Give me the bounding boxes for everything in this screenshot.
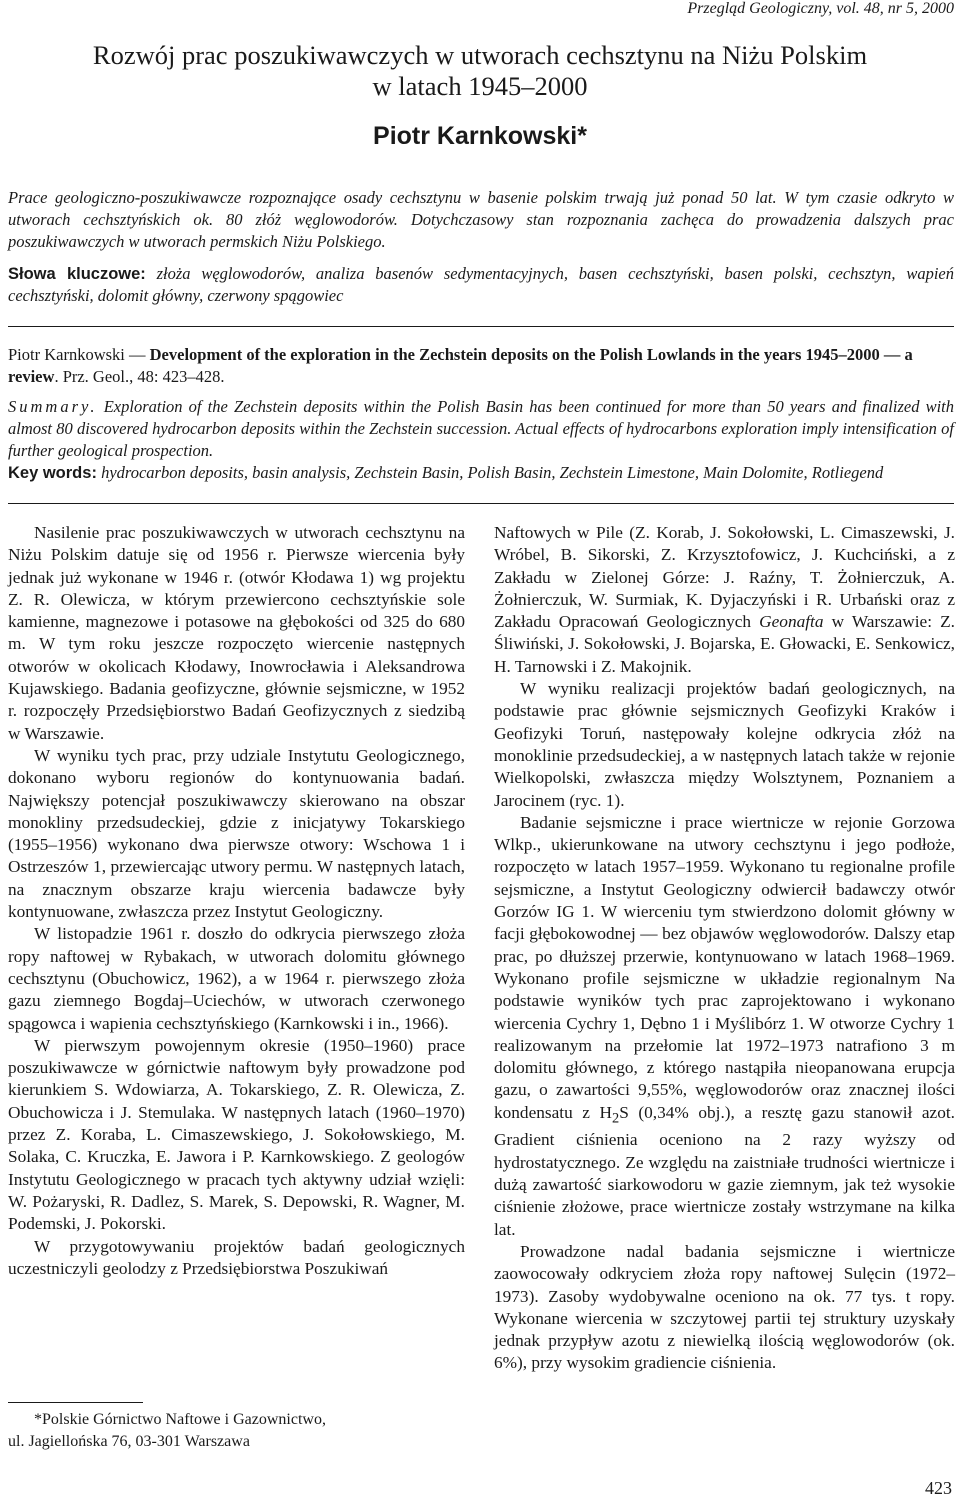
author-name: Piotr Karnkowski* <box>373 122 587 150</box>
body-text: Badanie sejsmiczne i prace wiertnicze w rejonie Gorzowa Wlkp., ukierunkowane na utwory cechsztynu i jego podłoże, rozpoczęto w latach 1957–1959. Wykonano tu regionalne profile sejsmiczne, a Instytut Geologiczny odwiercił badawczy otwór Gorzów IG 1. W wierceniu tym stwierdzono dolomit główny w facji głębokowodnej — bez objawów węglowodorów. Dalszy etap prac, po dłuższej przerwie, kontynuowano w latach 1968–1969. Wykonano profile sejsmiczne w układzie regionalnym Na podstawie wyników tych prac zaprojektowano i wykonano wiercenia Cychry 1, Dębno 1 i Myślibórz 1. W otworze Cychry 1 realizowanym na przełomie lat 1972–1973 natrafiono 3 m dolomitu głównego, z którego nastąpiła nieopanowana erupcja gazu, o zawartości 9,55%, węglowodorów oraz znacznej ilości kondensatu z H <box>494 812 955 1122</box>
body-paragraph: W pierwszym powojennym okresie (1950–1960) prace poszukiwawcze w górnictwie naftowym były prowadzone pod kierunkiem S. Wdowiarza, A. Tokarskiego, Z. R. Olewicza, Z. Obuchowicza i J. Stemulaka. W następnych latach (1960–1970) przez Z. Koraba, L. Cimaszewskiego, J. Sokołowskiego, M. Solaka, C. Kruczka, E. Jawora i P. Karnkowskiego. Z geologów Instytutu Geologicznego w pracach tych aktywny udział wzięli: W. Pożaryski, R. Dadlez, S. Marek, S. Depowski, R. Wagner, M. Podemski, J. Pokorski. <box>8 1035 465 1234</box>
journal-header: Przegląd Geologiczny, vol. 48, nr 5, 2000 <box>687 0 954 17</box>
body-paragraph <box>494 522 955 678</box>
body-text: w Warszawie: Z. Śliwiński, J. Sokołowski, J. Bojarska, E. Głowacki, E. Senkowicz, H. Tarnowski i Z. Makojnik. <box>494 612 955 676</box>
body-paragraph: Nasilenie prac poszukiwawczych w utworach cechsztynu na Niżu Polskim datuje się od 1956 r. Pierwsze wiercenia były jednak już wykonane w 1946 r. (otwór Kłodawa 1) wg projektu Z. R. Olewicza, w którym przewiercono cechsztyńskie sole kamienne, magnezowe i potasowe na głębokości od 325 do 680 m. W tym roku jeszcze rozpoczęto wiercenie następnych otworów w okolicach Kłodawy, Inowrocławia i Aleksandrowa Kujawskiego. Badania geofizyczne, głównie sejsmiczne, w 1952 r. rozpoczęły Przedsiębiorstwo Badań Geofizycznych z siedzibą w Warszawie. <box>8 523 465 743</box>
body-paragraph <box>494 812 955 1241</box>
divider-top <box>8 326 954 327</box>
body-paragraph: W wyniku realizacji projektów badań geologicznych, na podstawie prac głównie sejsmicznych Geofizyki Kraków i Geofizyki Toruń, następowały kolejne odkrycia złóż na monoklinie przedsudeckiej, a w następnych latach także w rejonie Wielkopolski, zwłaszcza między Wolsztynem, Poznaniem a Jarocinem (ryc. 1). <box>494 679 955 810</box>
citation-ref: . Prz. Geol., 48: 423–428. <box>54 367 225 386</box>
body-text: S (0,34% obj.), a resztę gazu stanowił azot. Gradient ciśnienia oceniono na 2 razy wyższy od hydrostatycznego. Ze względu na zaistniałe trudności wiertnicze i dużą zawartość siarkowodoru w gazie ziemnym, jak też wysokie ciśnienie złożowe, prace wiertnicze zostały wstrzymane na kilka lat. <box>494 1102 955 1239</box>
keywords-english-label: Key words: <box>8 464 97 482</box>
body-column-left <box>8 522 465 1280</box>
body-text: Naftowych w Pile (Z. Korab, J. Sokołowski, L. Cimaszewski, J. Wróbel, B. Sikorski, Z. Krzysztofowicz, J. Kuchciński, a z Zakładu w Zielonej Górze: J. Raźny, T. Żołnierczuk, A. Żołnierczuk, W. Surmiak, K. Dyjaczyński i R. Urbański oraz z Zakładu Opracowań Geologicznych <box>494 523 955 632</box>
keywords-english <box>8 462 954 484</box>
keywords-polish <box>8 263 954 307</box>
keywords-polish-text: złoża węglowodorów, analiza basenów sedymentacyjnych, basen cechsztyński, basen polski, cechsztyn, wapień cechsztyński, dolomit główny, czerwony spągowiec <box>8 264 954 305</box>
body-paragraph: Prowadzone nadal badania sejsmiczne i wiertnicze zaowocowały odkryciem złoża ropy naftowej Sulęcin (1972–1973). Zasoby wydobywalne oceniono na ok. 77 tys. t ropy. Wykonane wiercenia w szczytowej partii tej struktury uzyskały jednak przypływ azotu z niewielką ilością węglowodorów (ok. 6%), przy wysokim gradiencie ciśnienia. <box>494 1241 955 1373</box>
summary-label: Summary. <box>8 397 98 416</box>
footnote-line: ul. Jagiellońska 76, 03-301 Warszawa <box>8 1433 250 1450</box>
keywords-english-text: hydrocarbon deposits, basin analysis, Zechstein Basin, Polish Basin, Zechstein Limestone, Main Dolomite, Rotliegend <box>101 463 884 482</box>
title-line-1: Rozwój prac poszukiwawczych w utworach cechsztynu na Niżu Polskim <box>92 40 868 70</box>
title-line-2: w latach 1945–2000 <box>372 71 588 101</box>
footnote <box>8 1409 458 1453</box>
citation-author: Piotr Karnkowski — <box>8 345 150 364</box>
body-paragraph: W listopadzie 1961 r. doszło do odkrycia pierwszego złoża ropy naftowej w Rybakach, w utworach dolomitu głównego cechsztynu (Obuchowicz, 1962), a w 1964 r. pierwszego złoża gazu ziemnego Bogdaj–Uciechów, w utworach czerwonego spągowca i wapienia cechsztyńskiego (Karnkowski i in., 1966). <box>8 924 465 1033</box>
footnote-divider <box>8 1402 143 1403</box>
abstract-polish: Prace geologiczno-poszukiwawcze rozpoznające osady cechsztynu w basenie polskim trwają już ponad 50 lat. W tym czasie odkryto w utworach cechsztyńskich ok. 80 złóż węglowodorów. Dotychczasowy stan rozpoznania zachęca do prowadzenia dalszych prac poszukiwawczych w utworach permskich Niżu Polskiego. <box>8 188 954 251</box>
body-text-italic: Geonafta <box>759 612 824 632</box>
english-summary <box>8 396 954 462</box>
article-title <box>0 40 960 102</box>
english-citation <box>8 344 954 388</box>
footnote-line: *Polskie Górnictwo Naftowe i Gazownictwo, <box>34 1411 326 1428</box>
divider-bottom <box>8 503 954 504</box>
body-paragraph: W wyniku tych prac, przy udziale Instytutu Geologicznego, dokonano wyboru regionów do kontynuowania badań. Największy potencjał poszukiwawczy skierowano na obszar monokliny przedsudeckiej, gdzie z inicjatywy Tokarskiego (1955–1956) wykonano dwa pierwsze otwory: Wschowa 1 i Ostrzeszów 1, przewiercając utwory permu. W następnych latach, na znacznym obszarze kraju wiercenia badawcze były kontynuowane, zwłaszcza przez Instytut Geologiczny. <box>8 745 465 922</box>
summary-text: Exploration of the Zechstein deposits within the Polish Basin has been continued for more than 50 years and finalized with almost 80 discovered hydrocarbon deposits within the Zechstein succession. Actual effects of hydrocarbons exploration imply intensification of further geological prospection. <box>8 397 955 460</box>
subscript: 2 <box>612 1110 620 1127</box>
body-paragraph: W przygotowywaniu projektów badań geologicznych uczestniczyli geolodzy z Przedsiębiorstwa Poszukiwań <box>8 1236 465 1278</box>
citation-title: Development of the exploration in the Zechstein deposits on the Polish Lowlands in the years 1945–2000 — a review <box>8 345 913 386</box>
page-number: 423 <box>925 1478 952 1498</box>
body-column-right <box>494 522 955 1375</box>
keywords-polish-label: Słowa kluczowe: <box>8 265 146 283</box>
